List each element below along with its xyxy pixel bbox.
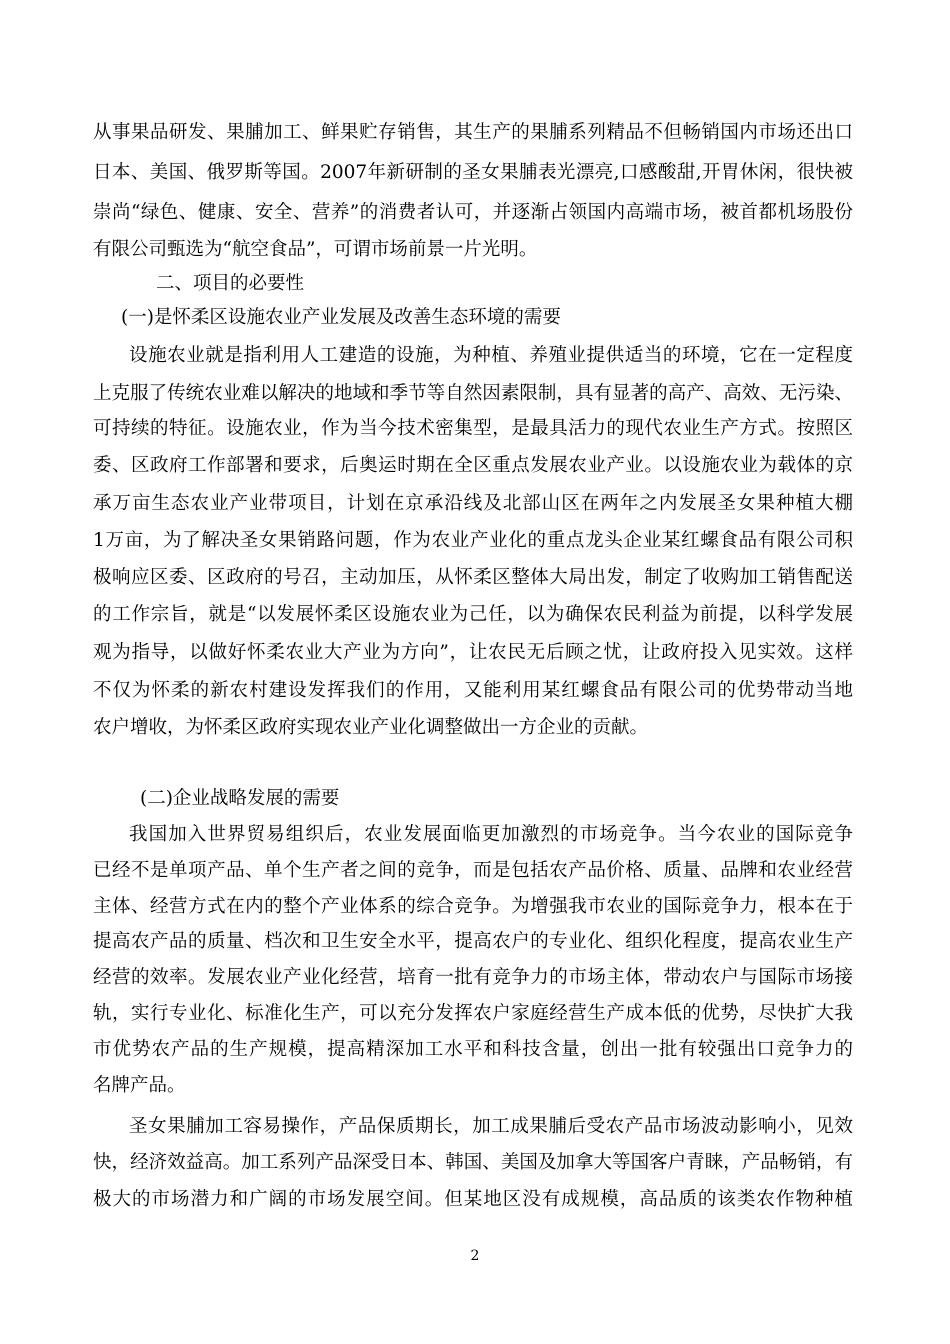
subsection-heading: (二)企业战略发展的需要: [140, 788, 340, 809]
text-line: 的工作宗旨，就是“以发展怀柔区设施农业为己任，以为确保农民利益为前提，以科学发展: [93, 604, 853, 625]
section-heading: 二、项目的必要性: [156, 273, 305, 294]
text-line: 极响应区委、区政府的号召，主动加压，从怀柔区整体大局出发，制定了收购加工销售配送: [93, 567, 853, 588]
paragraph-first-line: 圣女果脯加工容易操作，产品保质期长，加工成果脯后受农产品市场波动影响小，见效: [129, 1116, 853, 1137]
text-line: 1万亩，为了解决圣女果销路问题，作为农业产业化的重点龙头企业某红螺食品有限公司积: [93, 530, 853, 551]
text-line: 观为指导，以做好怀柔农业大产业为方向”，让农民无后顾之忧，让政府投入见实效。这样: [93, 642, 853, 663]
text-line: 已经不是单项产品、单个生产者之间的竞争，而是包括农产品价格、质量、品牌和农业经营: [93, 860, 853, 881]
text-line: 轨，实行专业化、标准化生产，可以充分发挥农户家庭经营生产成本低的优势，尽快扩大我: [93, 1003, 853, 1024]
text-line: 可持续的特征。设施农业，作为当今技术密集型，是最具活力的现代农业生产方式。按照区: [93, 418, 853, 439]
text-line: 快，经济效益高。加工系列产品深受日本、韩国、美国及加拿大等国客户青睐，产品畅销，有: [93, 1152, 853, 1173]
text-line: 极大的市场潜力和广阔的市场发展空间。但某地区没有成规模，高品质的该类农作物种植: [93, 1189, 853, 1210]
paragraph-first-line: 我国加入世界贸易组织后，农业发展面临更加激烈的市场竞争。当今农业的国际竞争: [129, 824, 853, 845]
text-line: 名牌产品。: [93, 1075, 186, 1096]
text-line: 从事果品研发、果脯加工、鲜果贮存销售，其生产的果脯系列精品不但畅销国内市场还出口: [93, 122, 853, 143]
text-line: 日本、美国、俄罗斯等国。2007年新研制的圣女果脯表光漂亮,口感酸甜,开胃休闲，很快被: [93, 162, 853, 183]
text-line: 农户增收，为怀柔区政府实现农业产业化调整做出一方企业的贡献。: [93, 717, 649, 738]
text-line: 主体、经营方式在内的整个产业体系的综合竞争。为增强我市农业的国际竞争力，根本在于: [93, 896, 853, 917]
text-line: 不仅为怀柔的新农村建设发挥我们的作用，又能利用某红螺食品有限公司的优势带动当地: [93, 680, 853, 701]
text-line: 崇尚“绿色、健康、安全、营养”的消费者认可，并逐渐占领国内高端市场，被首都机场股份: [93, 202, 853, 223]
text-line: 市优势农产品的生产规模，提高精深加工水平和科技含量，创出一批有较强出口竞争力的: [93, 1039, 853, 1060]
paragraph-first-line: 设施农业就是指利用人工建造的设施，为种植、养殖业提供适当的环境，它在一定程度: [129, 345, 853, 366]
text-line: 提高农产品的质量、档次和卫生安全水平，提高农户的专业化、组织化程度，提高农业生产: [93, 931, 853, 952]
page-number: 2: [470, 1248, 480, 1264]
text-line: 委、区政府工作部署和要求，后奥运时期在全区重点发展农业产业。以设施农业为载体的京: [93, 455, 853, 476]
text-line: 上克服了传统农业难以解决的地域和季节等自然因素限制，具有显著的高产、高效、无污染、: [93, 383, 853, 404]
text-line: 有限公司甄选为“航空食品”，可谓市场前景一片光明。: [93, 239, 538, 260]
text-line: 承万亩生态农业产业带项目，计划在京承沿线及北部山区在两年之内发展圣女果种植大棚: [93, 493, 853, 514]
text-line: 经营的效率。发展农业产业化经营，培育一批有竞争力的市场主体，带动农户与国际市场接: [93, 967, 853, 988]
subsection-heading: (一)是怀柔区设施农业产业发展及改善生态环境的需要: [121, 307, 561, 328]
